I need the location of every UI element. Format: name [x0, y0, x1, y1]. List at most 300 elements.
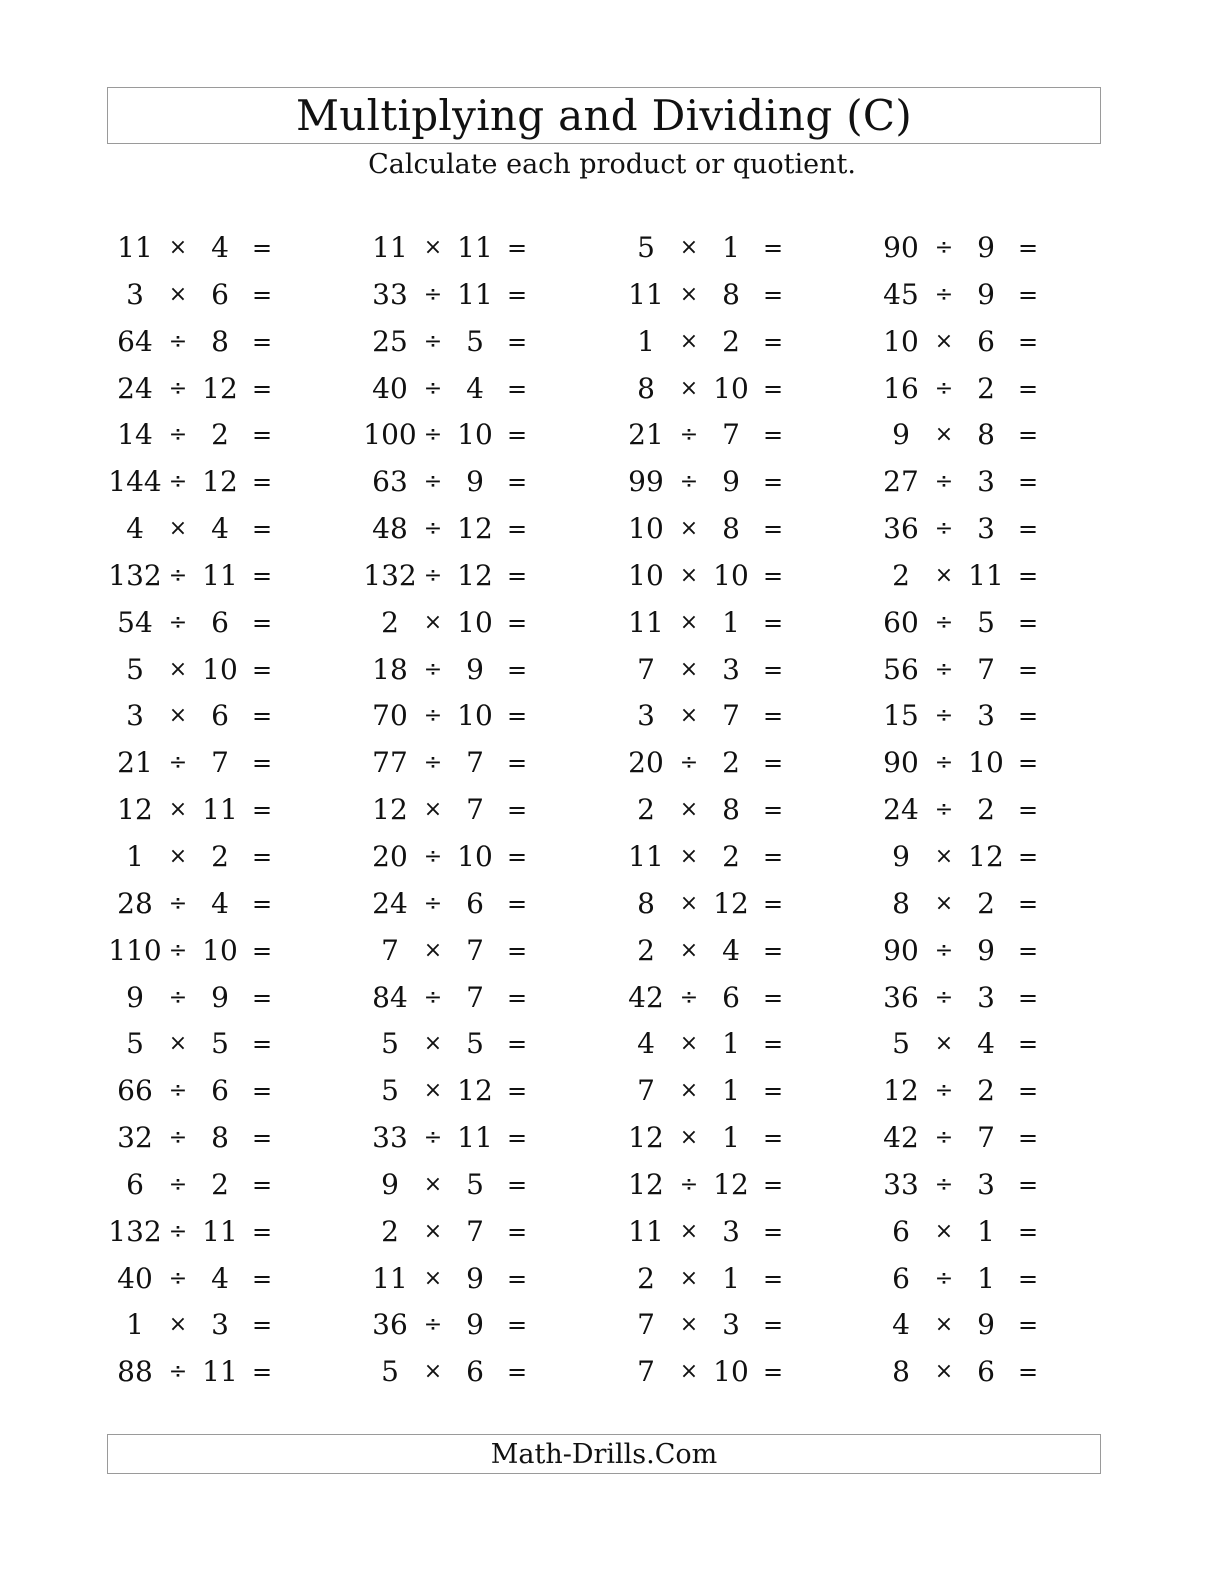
- operand-b: 6: [977, 324, 995, 358]
- equals-sign: =: [251, 421, 273, 450]
- operator: ÷: [934, 703, 954, 729]
- operand-b: 11: [202, 1355, 238, 1389]
- operand-a: 2: [381, 605, 399, 639]
- operand-a: 5: [126, 652, 144, 686]
- problem: [866, 1021, 1086, 1068]
- operator: ÷: [168, 375, 188, 401]
- operand-b: 6: [211, 277, 229, 311]
- problem: [100, 459, 320, 506]
- operator: ×: [679, 937, 699, 963]
- operand-a: 5: [381, 1027, 399, 1061]
- problem-column-1: [100, 225, 320, 1396]
- operand-b: 6: [722, 980, 740, 1014]
- operand-b: 2: [211, 839, 229, 873]
- equals-sign: =: [251, 842, 273, 871]
- operator: ×: [679, 1312, 699, 1338]
- operator: ÷: [423, 562, 443, 588]
- operand-a: 8: [637, 371, 655, 405]
- operand-a: 64: [117, 324, 153, 358]
- operand-b: 5: [466, 324, 484, 358]
- operator: ÷: [423, 703, 443, 729]
- equals-sign: =: [762, 561, 784, 590]
- equals-sign: =: [762, 1030, 784, 1059]
- problem: [866, 834, 1086, 881]
- problem: [355, 366, 575, 413]
- operand-a: 77: [372, 746, 408, 780]
- operand-a: 10: [628, 558, 664, 592]
- operator: ÷: [679, 422, 699, 448]
- problem-column-4: [866, 225, 1086, 1396]
- operand-b: 10: [457, 699, 493, 733]
- problem: [866, 319, 1086, 366]
- operator: ×: [168, 797, 188, 823]
- operator: ÷: [423, 843, 443, 869]
- operand-a: 14: [117, 418, 153, 452]
- operand-a: 9: [892, 839, 910, 873]
- equals-sign: =: [506, 655, 528, 684]
- operand-a: 70: [372, 699, 408, 733]
- problem: [100, 272, 320, 319]
- equals-sign: =: [762, 702, 784, 731]
- problem: [100, 225, 320, 272]
- problem: [611, 1302, 831, 1349]
- operand-a: 25: [372, 324, 408, 358]
- operand-b: 7: [977, 1121, 995, 1155]
- operand-a: 18: [372, 652, 408, 686]
- operand-a: 4: [637, 1027, 655, 1061]
- problem: [866, 787, 1086, 834]
- operand-a: 8: [637, 886, 655, 920]
- operand-b: 7: [466, 980, 484, 1014]
- problem: [100, 1162, 320, 1209]
- operator: ÷: [934, 750, 954, 776]
- operand-b: 3: [722, 1214, 740, 1248]
- equals-sign: =: [506, 936, 528, 965]
- operand-b: 11: [457, 1121, 493, 1155]
- problem: [100, 319, 320, 366]
- operator: ÷: [934, 1265, 954, 1291]
- problem: [355, 506, 575, 553]
- operand-b: 11: [968, 558, 1004, 592]
- equals-sign: =: [1017, 749, 1039, 778]
- operand-a: 2: [637, 1261, 655, 1295]
- equals-sign: =: [1017, 796, 1039, 825]
- equals-sign: =: [1017, 936, 1039, 965]
- problem: [611, 834, 831, 881]
- problem-grid: [0, 225, 1224, 1397]
- equals-sign: =: [506, 608, 528, 637]
- operand-a: 33: [372, 277, 408, 311]
- operator: ×: [168, 1312, 188, 1338]
- operand-b: 5: [466, 1027, 484, 1061]
- problem: [611, 787, 831, 834]
- operand-b: 12: [202, 371, 238, 405]
- problem: [355, 647, 575, 694]
- operand-b: 12: [457, 558, 493, 592]
- problem: [355, 412, 575, 459]
- problem: [100, 647, 320, 694]
- operand-a: 63: [372, 465, 408, 499]
- operand-b: 8: [211, 1121, 229, 1155]
- equals-sign: =: [762, 468, 784, 497]
- operator: ÷: [168, 422, 188, 448]
- operand-a: 144: [108, 465, 162, 499]
- operand-b: 8: [722, 512, 740, 546]
- problem: [100, 553, 320, 600]
- problem: [611, 225, 831, 272]
- operand-a: 33: [883, 1167, 919, 1201]
- operator: ×: [679, 1218, 699, 1244]
- operator: ×: [679, 656, 699, 682]
- operator: ×: [679, 516, 699, 542]
- operator: ÷: [934, 375, 954, 401]
- operand-a: 2: [892, 558, 910, 592]
- equals-sign: =: [251, 889, 273, 918]
- operand-b: 5: [977, 605, 995, 639]
- equals-sign: =: [1017, 515, 1039, 544]
- operand-a: 11: [628, 605, 664, 639]
- problem: [866, 459, 1086, 506]
- equals-sign: =: [1017, 327, 1039, 356]
- operand-b: 7: [466, 793, 484, 827]
- operand-b: 5: [211, 1027, 229, 1061]
- equals-sign: =: [506, 374, 528, 403]
- problem: [866, 366, 1086, 413]
- problem: [100, 740, 320, 787]
- problem: [611, 553, 831, 600]
- operand-b: 4: [211, 1261, 229, 1295]
- operand-b: 2: [722, 324, 740, 358]
- operator: ÷: [679, 1171, 699, 1197]
- operator: ÷: [168, 937, 188, 963]
- equals-sign: =: [251, 983, 273, 1012]
- operand-b: 3: [977, 699, 995, 733]
- operator: ×: [679, 281, 699, 307]
- operand-b: 8: [722, 793, 740, 827]
- operator: ×: [679, 609, 699, 635]
- problem: [611, 1162, 831, 1209]
- equals-sign: =: [762, 983, 784, 1012]
- operator: ×: [168, 1031, 188, 1057]
- operand-a: 3: [637, 699, 655, 733]
- operand-a: 40: [372, 371, 408, 405]
- equals-sign: =: [251, 608, 273, 637]
- operand-b: 12: [202, 465, 238, 499]
- operand-b: 10: [202, 652, 238, 686]
- operator: ×: [168, 703, 188, 729]
- operand-b: 9: [722, 465, 740, 499]
- equals-sign: =: [506, 468, 528, 497]
- operator: ÷: [423, 656, 443, 682]
- problem: [100, 693, 320, 740]
- operand-b: 8: [211, 324, 229, 358]
- problem: [611, 975, 831, 1022]
- operand-b: 6: [466, 886, 484, 920]
- problem: [100, 1068, 320, 1115]
- equals-sign: =: [762, 234, 784, 262]
- problem-column-2: [355, 225, 575, 1396]
- equals-sign: =: [1017, 421, 1039, 450]
- operator: ×: [679, 703, 699, 729]
- problem: [355, 787, 575, 834]
- equals-sign: =: [1017, 842, 1039, 871]
- operator: ÷: [423, 516, 443, 542]
- footer-site-name: Math-Drills.Com: [490, 1438, 718, 1470]
- operand-a: 9: [126, 980, 144, 1014]
- equals-sign: =: [251, 1170, 273, 1199]
- operand-a: 11: [372, 1261, 408, 1295]
- problem: [355, 740, 575, 787]
- operator: ÷: [934, 797, 954, 823]
- problem: [866, 600, 1086, 647]
- equals-sign: =: [1017, 702, 1039, 731]
- operand-b: 1: [722, 1027, 740, 1061]
- equals-sign: =: [762, 1264, 784, 1293]
- operand-a: 28: [117, 886, 153, 920]
- equals-sign: =: [251, 515, 273, 544]
- problem: [355, 1021, 575, 1068]
- operator: ÷: [168, 1171, 188, 1197]
- equals-sign: =: [762, 889, 784, 918]
- operator: ÷: [423, 375, 443, 401]
- operand-a: 15: [883, 699, 919, 733]
- operand-a: 5: [892, 1027, 910, 1061]
- operand-b: 2: [977, 886, 995, 920]
- equals-sign: =: [1017, 374, 1039, 403]
- problem: [100, 1115, 320, 1162]
- operand-a: 132: [108, 1214, 162, 1248]
- operator: ×: [679, 562, 699, 588]
- equals-sign: =: [762, 749, 784, 778]
- problem: [611, 459, 831, 506]
- operator: ×: [679, 375, 699, 401]
- equals-sign: =: [506, 1077, 528, 1106]
- operator: ÷: [679, 750, 699, 776]
- operator: ×: [934, 562, 954, 588]
- equals-sign: =: [1017, 1311, 1039, 1340]
- operand-a: 2: [637, 933, 655, 967]
- equals-sign: =: [251, 1311, 273, 1340]
- equals-sign: =: [762, 655, 784, 684]
- operand-b: 7: [722, 699, 740, 733]
- operator: ×: [934, 890, 954, 916]
- problem: [866, 272, 1086, 319]
- operand-b: 4: [466, 371, 484, 405]
- equals-sign: =: [762, 796, 784, 825]
- operand-a: 48: [372, 512, 408, 546]
- operand-a: 24: [117, 371, 153, 405]
- problem: [100, 366, 320, 413]
- operator: ×: [679, 843, 699, 869]
- operand-a: 90: [883, 933, 919, 967]
- operator: ×: [934, 422, 954, 448]
- operand-b: 2: [977, 371, 995, 405]
- operator: ×: [168, 281, 188, 307]
- equals-sign: =: [251, 234, 273, 262]
- problem: [355, 1068, 575, 1115]
- operand-b: 10: [713, 558, 749, 592]
- equals-sign: =: [1017, 655, 1039, 684]
- operator: ×: [679, 797, 699, 823]
- operand-a: 10: [628, 512, 664, 546]
- operand-a: 4: [126, 512, 144, 546]
- operator: ×: [934, 328, 954, 354]
- problem: [611, 1068, 831, 1115]
- operand-a: 3: [126, 699, 144, 733]
- equals-sign: =: [1017, 1358, 1039, 1387]
- operand-a: 45: [883, 277, 919, 311]
- operand-a: 1: [637, 324, 655, 358]
- page-title: Multiplying and Dividing (C): [295, 91, 913, 140]
- operand-a: 132: [108, 558, 162, 592]
- operand-b: 12: [968, 839, 1004, 873]
- operand-a: 5: [381, 1074, 399, 1108]
- operator: ÷: [934, 235, 954, 260]
- operand-a: 27: [883, 465, 919, 499]
- problem: [355, 1349, 575, 1396]
- operand-a: 6: [892, 1261, 910, 1295]
- operator: ×: [423, 609, 443, 635]
- problem: [355, 1256, 575, 1303]
- equals-sign: =: [1017, 561, 1039, 590]
- operand-b: 10: [457, 605, 493, 639]
- equals-sign: =: [1017, 1124, 1039, 1153]
- equals-sign: =: [251, 468, 273, 497]
- operator: ÷: [934, 984, 954, 1010]
- operator: ×: [934, 843, 954, 869]
- operand-b: 10: [713, 1355, 749, 1389]
- operand-a: 36: [883, 980, 919, 1014]
- operand-a: 24: [372, 886, 408, 920]
- operand-b: 11: [202, 558, 238, 592]
- operand-a: 21: [117, 746, 153, 780]
- operand-a: 11: [628, 277, 664, 311]
- equals-sign: =: [1017, 1030, 1039, 1059]
- operand-b: 10: [457, 839, 493, 873]
- problem: [866, 553, 1086, 600]
- operator: ÷: [934, 1171, 954, 1197]
- operator: ÷: [934, 937, 954, 963]
- operator: ÷: [168, 469, 188, 495]
- operator: ÷: [934, 469, 954, 495]
- operand-a: 16: [883, 371, 919, 405]
- operator: ÷: [168, 328, 188, 354]
- operator: ÷: [423, 984, 443, 1010]
- operand-a: 7: [637, 1074, 655, 1108]
- equals-sign: =: [1017, 1217, 1039, 1246]
- problem: [866, 1302, 1086, 1349]
- operand-a: 36: [372, 1308, 408, 1342]
- operand-b: 4: [977, 1027, 995, 1061]
- equals-sign: =: [506, 561, 528, 590]
- operand-b: 9: [977, 1308, 995, 1342]
- problem: [866, 412, 1086, 459]
- operand-b: 7: [466, 1214, 484, 1248]
- operator: ÷: [168, 1218, 188, 1244]
- operator: ÷: [679, 984, 699, 1010]
- operand-b: 9: [466, 1308, 484, 1342]
- operand-b: 5: [466, 1167, 484, 1201]
- operator: ÷: [423, 281, 443, 307]
- equals-sign: =: [251, 702, 273, 731]
- operand-b: 11: [457, 231, 493, 264]
- operand-b: 6: [466, 1355, 484, 1389]
- operator: ×: [679, 1125, 699, 1151]
- equals-sign: =: [506, 749, 528, 778]
- operator: ×: [934, 1312, 954, 1338]
- problem: [100, 1349, 320, 1396]
- operand-b: 9: [977, 933, 995, 967]
- operand-b: 7: [977, 652, 995, 686]
- problem: [611, 506, 831, 553]
- equals-sign: =: [506, 1217, 528, 1246]
- operand-a: 12: [628, 1167, 664, 1201]
- operand-a: 12: [628, 1121, 664, 1155]
- operand-a: 6: [892, 1214, 910, 1248]
- problem: [100, 506, 320, 553]
- operator: ÷: [934, 656, 954, 682]
- operand-a: 40: [117, 1261, 153, 1295]
- problem: [611, 1209, 831, 1256]
- equals-sign: =: [1017, 1170, 1039, 1199]
- equals-sign: =: [506, 1264, 528, 1293]
- operand-b: 6: [211, 699, 229, 733]
- problem: [866, 1115, 1086, 1162]
- operand-a: 3: [126, 277, 144, 311]
- problem: [611, 1021, 831, 1068]
- operand-b: 10: [968, 746, 1004, 780]
- operand-a: 12: [117, 793, 153, 827]
- equals-sign: =: [506, 1030, 528, 1059]
- operator: ×: [423, 1218, 443, 1244]
- operand-a: 5: [126, 1027, 144, 1061]
- operand-b: 4: [211, 231, 229, 264]
- equals-sign: =: [251, 1358, 273, 1387]
- equals-sign: =: [251, 655, 273, 684]
- operator: ÷: [423, 890, 443, 916]
- equals-sign: =: [1017, 983, 1039, 1012]
- operand-b: 11: [202, 1214, 238, 1248]
- problem-column-3: [611, 225, 831, 1396]
- operator: ÷: [423, 1125, 443, 1151]
- problem: [866, 975, 1086, 1022]
- operator: ÷: [168, 1359, 188, 1385]
- operator: ×: [679, 1359, 699, 1385]
- operator: ×: [679, 235, 699, 260]
- equals-sign: =: [1017, 608, 1039, 637]
- operator: ×: [168, 843, 188, 869]
- equals-sign: =: [251, 1077, 273, 1106]
- operand-b: 1: [977, 1261, 995, 1295]
- footer: [107, 1434, 1101, 1474]
- operand-b: 3: [977, 512, 995, 546]
- problem: [100, 412, 320, 459]
- operand-a: 33: [372, 1121, 408, 1155]
- equals-sign: =: [762, 608, 784, 637]
- operand-b: 1: [722, 1074, 740, 1108]
- equals-sign: =: [506, 983, 528, 1012]
- operand-b: 1: [722, 1121, 740, 1155]
- operand-b: 3: [977, 980, 995, 1014]
- problem: [611, 600, 831, 647]
- problem: [866, 647, 1086, 694]
- problem: [355, 928, 575, 975]
- operator: ×: [423, 235, 443, 260]
- title-box: [107, 87, 1101, 144]
- problem: [100, 1256, 320, 1303]
- problem: [355, 459, 575, 506]
- operator: ×: [679, 1078, 699, 1104]
